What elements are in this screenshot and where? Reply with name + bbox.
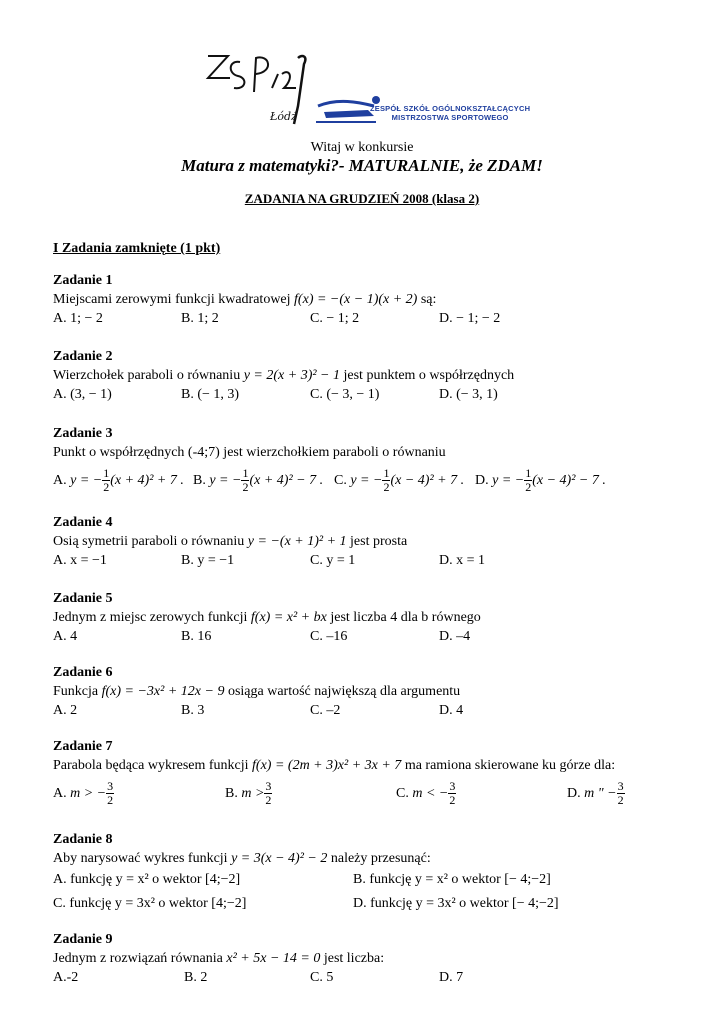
- fraction-numerator: 3: [449, 779, 456, 794]
- answer-label: D.: [567, 786, 581, 801]
- fraction-denominator: 2: [449, 793, 456, 808]
- task-4: [53, 514, 673, 570]
- answer-label: B.: [225, 786, 238, 801]
- question-text-after: jest liczba 4 dla b równego: [330, 610, 481, 625]
- task-question: [53, 682, 673, 701]
- answer-a: A. (3, − 1): [53, 387, 112, 402]
- task-9: [53, 931, 673, 987]
- task-title: Zadanie 1: [53, 273, 113, 288]
- answer-d: D. x = 1: [439, 553, 486, 568]
- school-name-line2: MISTRZOSTWA SPORTOWEGO: [391, 113, 509, 122]
- fraction-denominator: 2: [265, 793, 272, 808]
- answer-label: D.: [475, 473, 489, 488]
- question-formula: x² + 5x − 14 = 0: [226, 951, 321, 966]
- answer-c: C. − 1; 2: [310, 311, 360, 326]
- answer-b: [193, 462, 323, 500]
- answer-options-row2: [53, 892, 673, 916]
- answer-options: [53, 968, 673, 987]
- task-question: Punkt o współrzędnych (-4;7) jest wierzchołkiem paraboli o równaniu: [53, 445, 446, 460]
- school-name-line1: ZESPÓŁ SZKÓŁ OGÓLNOKSZTAŁCĄCYCH: [370, 104, 531, 113]
- fraction-denominator: 2: [525, 480, 532, 495]
- fraction: [106, 780, 114, 807]
- answer-a: A. 4: [53, 629, 78, 644]
- answer-a: [53, 462, 184, 500]
- question-formula: y = −(x + 1)² + 1: [247, 534, 347, 549]
- answer-formula-post: (x + 4)² + 7 .: [110, 473, 184, 488]
- answer-a: A.-2: [53, 970, 79, 985]
- question-text-after: jest prosta: [350, 534, 408, 549]
- answer-a: A. x = −1: [53, 553, 107, 568]
- fraction-numerator: 3: [107, 779, 114, 794]
- task-3: [53, 425, 673, 500]
- answer-formula-pre: m >: [241, 786, 265, 801]
- task-5: [53, 590, 673, 646]
- task-title: Zadanie 2: [53, 349, 113, 364]
- answer-formula-pre: y = −: [209, 473, 242, 488]
- task-title: Zadanie 6: [53, 665, 113, 680]
- fraction: [617, 780, 625, 807]
- answer-d: D. − 1; − 2: [439, 311, 501, 326]
- greeting: Witaj w konkursie: [310, 140, 414, 155]
- fraction-numerator: 3: [265, 779, 272, 794]
- answer-c: C. funkcję y = 3x² o wektor [4;−2]: [53, 896, 247, 911]
- answer-b: B. 3: [181, 703, 205, 718]
- section-heading: I Zadania zamknięte (1 pkt): [53, 241, 221, 256]
- answer-c: C. 5: [310, 970, 334, 985]
- question-text: Jednym z miejsc zerowych funkcji: [53, 610, 248, 625]
- answer-c: C. y = 1: [310, 553, 356, 568]
- answer-label: B.: [193, 473, 206, 488]
- answer-b: B. 2: [184, 970, 208, 985]
- fraction-denominator: 2: [107, 793, 114, 808]
- answer-d: D. 4: [439, 703, 464, 718]
- answer-a: A. funkcję y = x² o wektor [4;−2]: [53, 872, 241, 887]
- contest-title: Matura z matematyki?- MATURALNIE, że ZDAM!: [181, 156, 543, 175]
- task-title: Zadanie 7: [53, 739, 113, 754]
- task-title: Zadanie 3: [53, 426, 113, 441]
- task-2: [53, 348, 673, 404]
- task-6: [53, 664, 673, 720]
- answer-a: [53, 775, 114, 813]
- answer-formula-post: (x − 4)² + 7 .: [390, 473, 465, 488]
- answer-d: D. (− 3, 1): [439, 387, 498, 402]
- answer-formula-pre: y = −: [70, 473, 103, 488]
- task-title: Zadanie 8: [53, 832, 113, 847]
- task-question: [53, 949, 673, 968]
- fraction-numerator: 1: [383, 466, 390, 481]
- question-formula: f(x) = (2m + 3)x² + 3x + 7: [252, 758, 402, 773]
- answer-options: [53, 701, 673, 720]
- answer-options: [53, 385, 673, 404]
- school-name: [370, 104, 530, 122]
- question-text-after: osiąga wartość największą dla argumentu: [227, 684, 461, 699]
- question-text: Miejscami zerowymi funkcji kwadratowej: [53, 292, 291, 307]
- fraction-denominator: 2: [617, 793, 624, 808]
- answer-c: C. (− 3, − 1): [310, 387, 380, 402]
- answer-b: B. 16: [181, 629, 212, 644]
- fraction: [448, 780, 456, 807]
- answer-b: [225, 775, 272, 813]
- answer-label: A.: [53, 786, 67, 801]
- answer-d: [567, 775, 625, 813]
- answer-options: [53, 462, 673, 500]
- answer-formula-pre: y = −: [492, 473, 525, 488]
- answer-label: C.: [334, 473, 347, 488]
- svg-text:Łódź: Łódź: [270, 110, 297, 123]
- question-text-after: jest liczba:: [323, 951, 385, 966]
- answer-options: [53, 551, 673, 570]
- answer-b: B. 1; 2: [181, 311, 219, 326]
- answer-c: C. –16: [310, 629, 348, 644]
- task-question: [53, 366, 673, 385]
- question-text-after: jest punktem o współrzędnych: [343, 368, 515, 383]
- question-text-after: są:: [420, 292, 437, 307]
- answer-d: D. –4: [439, 629, 471, 644]
- answer-formula-pre: m " −: [584, 786, 617, 801]
- fraction-denominator: 2: [242, 480, 249, 495]
- question-formula: y = 2(x + 3)² − 1: [243, 368, 340, 383]
- fraction-numerator: 1: [525, 466, 532, 481]
- task-question: [53, 532, 673, 551]
- task-question: [53, 290, 673, 309]
- question-formula: f(x) = x² + bx: [250, 610, 327, 625]
- answer-formula-pre: y = −: [350, 473, 383, 488]
- question-text-after: należy przesunąć:: [330, 851, 431, 866]
- task-title: Zadanie 4: [53, 515, 113, 530]
- question-text: Aby narysować wykres funkcji: [53, 851, 228, 866]
- question-formula: f(x) = −(x − 1)(x + 2): [294, 292, 418, 307]
- question-text-after: ma ramiona skierowane ku górze dla:: [404, 758, 616, 773]
- answer-b: B. (− 1, 3): [181, 387, 240, 402]
- answer-formula-post: (x + 4)² − 7 .: [249, 473, 324, 488]
- task-1: [53, 272, 673, 328]
- answer-c: C. –2: [310, 703, 341, 718]
- task-question: [53, 849, 673, 868]
- fraction-numerator: 1: [103, 466, 110, 481]
- question-text: Wierzchołek paraboli o równaniu: [53, 368, 241, 383]
- answer-label: A.: [53, 473, 67, 488]
- fraction-denominator: 2: [383, 480, 390, 495]
- question-text: Jednym z rozwiązań równania: [53, 951, 223, 966]
- task-title: Zadanie 5: [53, 591, 113, 606]
- fraction-numerator: 3: [617, 779, 624, 794]
- fraction: [264, 780, 272, 807]
- answer-formula-pre: m > −: [70, 786, 107, 801]
- question-text: Parabola będąca wykresem funkcji: [53, 758, 249, 773]
- fraction-numerator: 1: [242, 466, 249, 481]
- answer-c: [334, 462, 464, 500]
- answer-formula-pre: m < −: [412, 786, 449, 801]
- task-7: [53, 738, 673, 813]
- month-heading: ZADANIA NA GRUDZIEŃ 2008 (klasa 2): [244, 191, 480, 206]
- question-text: Funkcja: [53, 684, 99, 699]
- answer-d: [475, 462, 606, 500]
- question-text: Osią symetrii paraboli o równaniu: [53, 534, 245, 549]
- answer-d: D. 7: [439, 970, 464, 985]
- answer-a: A. 2: [53, 703, 78, 718]
- answer-c: [396, 775, 456, 813]
- answer-options: [53, 309, 673, 328]
- task-question: [53, 608, 673, 627]
- answer-options: [53, 775, 673, 813]
- answer-formula-post: (x − 4)² − 7 .: [532, 473, 606, 488]
- answer-d: D. funkcję y = 3x² o wektor [− 4;−2]: [353, 896, 559, 911]
- answer-label: C.: [396, 786, 409, 801]
- task-8: [53, 831, 673, 916]
- answer-b: B. y = −1: [181, 553, 235, 568]
- answer-b: B. funkcję y = x² o wektor [− 4;−2]: [353, 872, 551, 887]
- answer-a: A. 1; − 2: [53, 311, 103, 326]
- task-question: [53, 756, 673, 775]
- answer-options-row1: [53, 868, 673, 892]
- fraction-denominator: 2: [103, 480, 110, 495]
- task-title: Zadanie 9: [53, 932, 113, 947]
- question-formula: y = 3(x − 4)² − 2: [231, 851, 328, 866]
- answer-options: [53, 627, 673, 646]
- question-formula: f(x) = −3x² + 12x − 9: [101, 684, 225, 699]
